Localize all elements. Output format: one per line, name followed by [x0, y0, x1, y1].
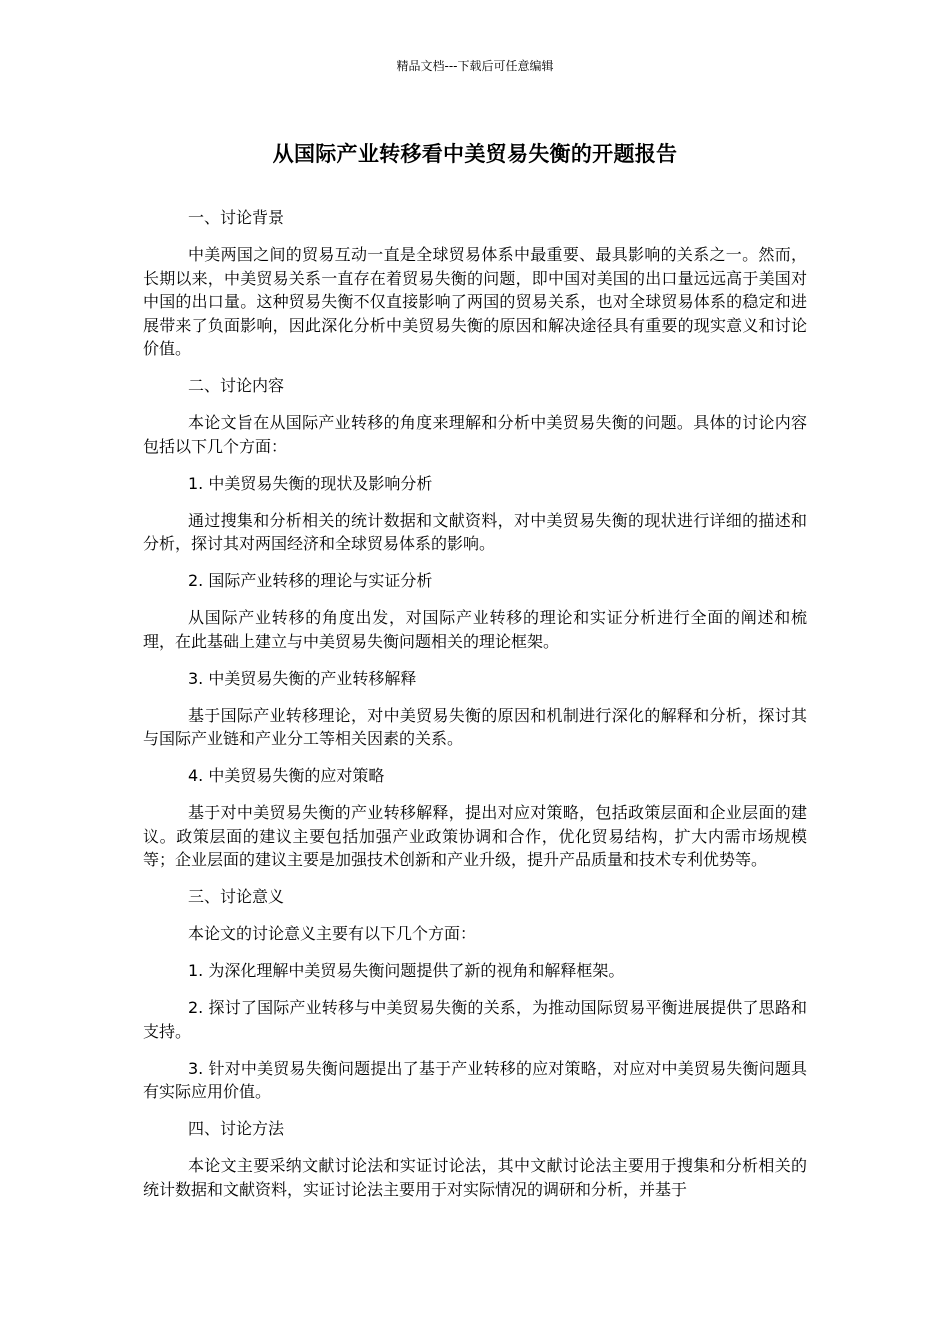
paragraph-content-3: 基于国际产业转移理论，对中美贸易失衡的原因和机制进行深化的解释和分析，探讨其与国际产业链和产业分工等相关因素的关系。: [143, 705, 807, 748]
subheading-content-3: 3. 中美贸易失衡的产业转移解释: [188, 668, 417, 688]
paragraph-content-4: 基于对中美贸易失衡的产业转移解释，提出对应对策略，包括政策层面和企业层面的建议。政策层面的建议主要包括加强产业政策协调和合作，优化贸易结构，扩大内需市场规模等；企业层面的建议主要是加强技术创新和产业升级，提升产品质量和技术专利优势等。: [143, 803, 807, 869]
section-heading-background: 一、讨论背景: [188, 208, 285, 227]
subheading-content-2: 2. 国际产业转移的理论与实证分析: [188, 571, 433, 590]
paragraph-content-1: 通过搜集和分析相关的统计数据和文献资料，对中美贸易失衡的现状进行详细的描述和分析，探讨其对两国经济和全球贸易体系的影响。: [143, 510, 807, 553]
paragraph-method: 本论文主要采纳文献讨论法和实证讨论法，其中文献讨论法主要用于搜集和分析相关的统计数据和文献资料，实证讨论法主要用于对实际情况的调研和分析，并基于: [143, 1156, 807, 1199]
document-title: 从国际产业转移看中美贸易失衡的开题报告: [272, 142, 678, 166]
page-header: 精品文档---下载后可任意编辑: [396, 59, 554, 73]
significance-item-3: 3. 针对中美贸易失衡问题提出了基于产业转移的应对策略，对应对中美贸易失衡问题具有实际应用价值。: [143, 1058, 807, 1101]
section-heading-significance: 三、讨论意义: [188, 887, 285, 906]
subheading-content-1: 1. 中美贸易失衡的现状及影响分析: [188, 473, 433, 493]
paragraph-significance-intro: 本论文的讨论意义主要有以下几个方面：: [188, 924, 477, 943]
section-heading-method: 四、讨论方法: [188, 1119, 285, 1138]
paragraph-content-intro: 本论文旨在从国际产业转移的角度来理解和分析中美贸易失衡的问题。具体的讨论内容包括以下几个方面：: [143, 413, 807, 456]
section-heading-content: 二、讨论内容: [188, 376, 285, 395]
significance-item-2: 2. 探讨了国际产业转移与中美贸易失衡的关系，为推动国际贸易平衡进展提供了思路和支持。: [143, 998, 807, 1041]
significance-item-1: 1. 为深化理解中美贸易失衡问题提供了新的视角和解释框架。: [188, 961, 625, 980]
document-body: [143, 206, 807, 1215]
paragraph-content-2: 从国际产业转移的角度出发，对国际产业转移的理论和实证分析进行全面的阐述和梳理，在此基础上建立与中美贸易失衡问题相关的理论框架。: [143, 608, 807, 651]
paragraph-background: 中美两国之间的贸易互动一直是全球贸易体系中最重要、最具影响的关系之一。然而，长期以来，中美贸易关系一直存在着贸易失衡的问题，即中国对美国的出口量远远高于美国对中国的出口量。这种贸易失衡不仅直接影响了两国的贸易关系，也对全球贸易体系的稳定和进展带来了负面影响，因此深化分析中美贸易失衡的原因和解决途径具有重要的现实意义和讨论价值。: [143, 245, 807, 358]
subheading-content-4: 4. 中美贸易失衡的应对策略: [188, 766, 385, 785]
